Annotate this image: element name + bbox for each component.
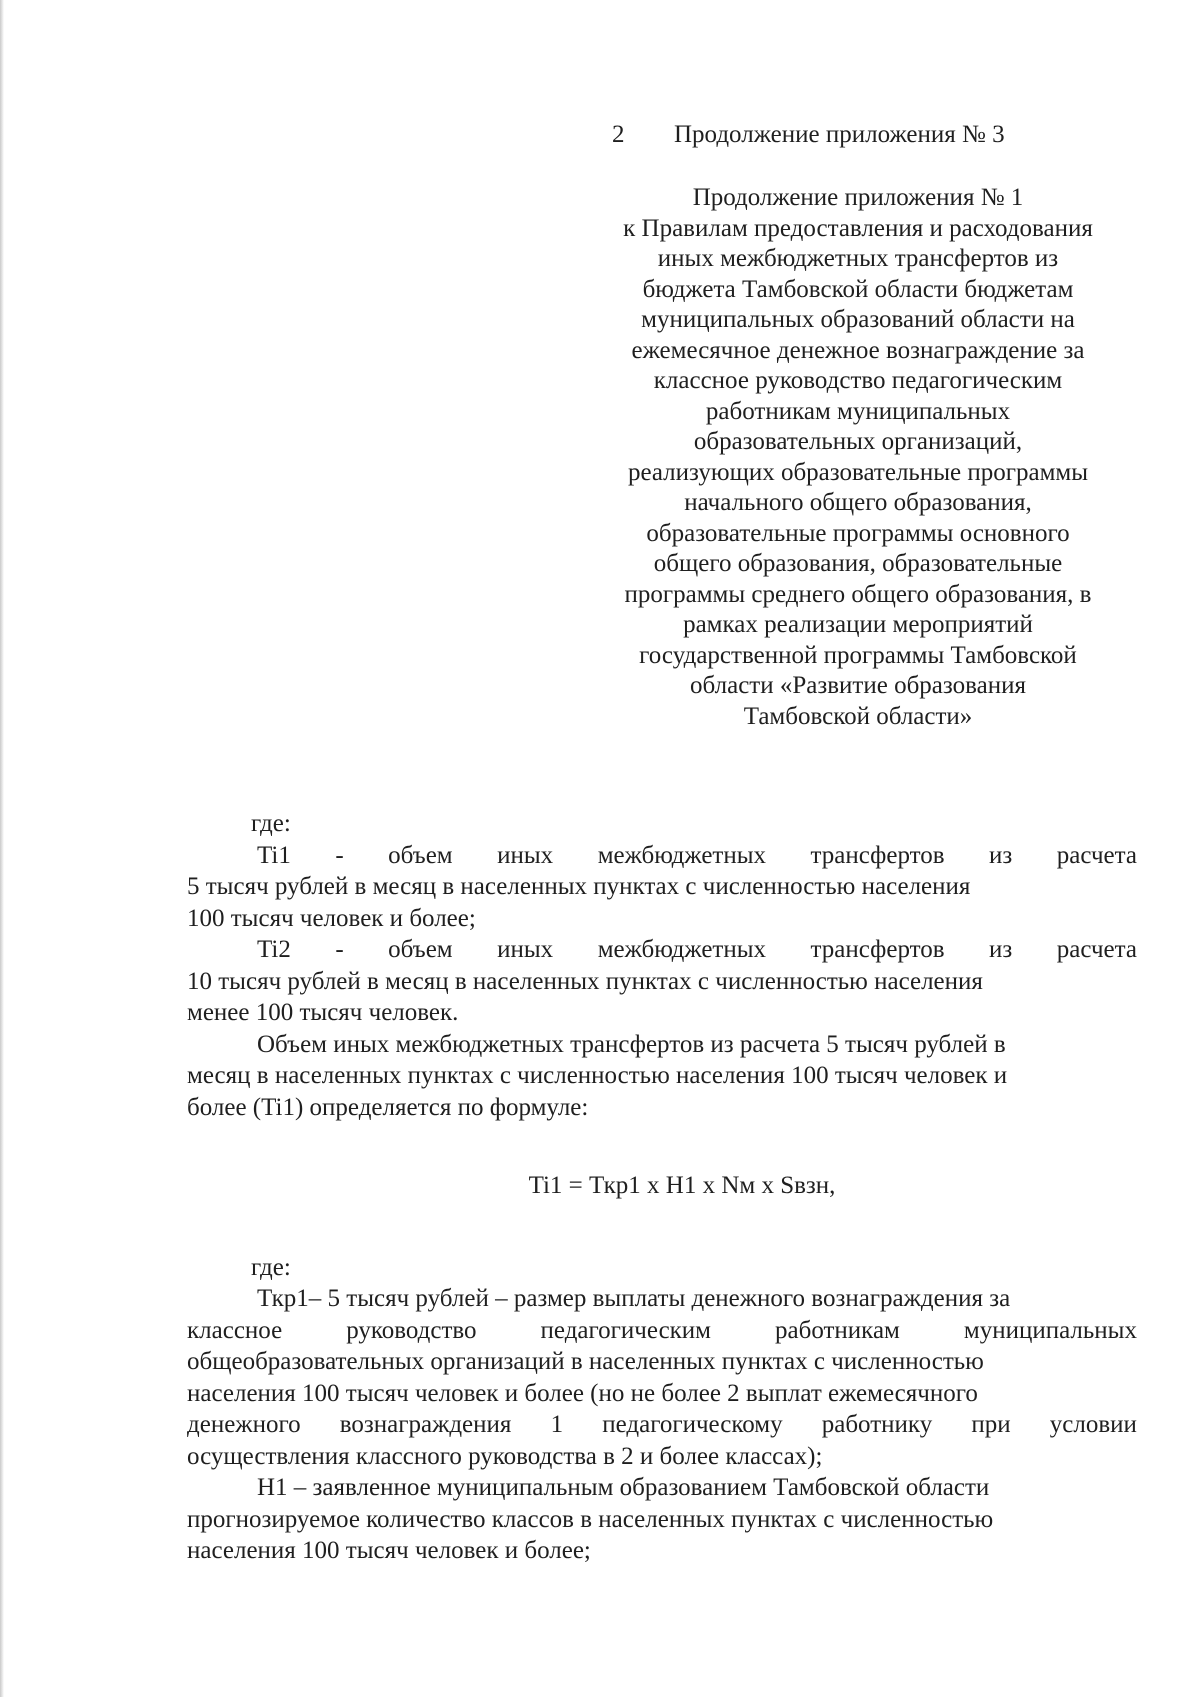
formula-intro-line-2: месяц в населенных пунктах с численностью населения 100 тысяч человек и — [187, 1062, 1008, 1089]
appendix-line: общего образования, образовательные — [653, 550, 1063, 577]
appendix-line: иных межбюджетных трансфертов из — [657, 245, 1059, 272]
word: иных — [497, 841, 554, 869]
where-label-2: где: — [251, 1253, 291, 1281]
appendix-line: области «Развитие образования — [690, 672, 1026, 699]
appendix-line: образовательных организаций, — [693, 428, 1023, 455]
word: из — [989, 841, 1013, 869]
body-text — [187, 808, 1137, 1567]
word: объем — [388, 936, 453, 963]
word: трансфертов — [810, 841, 945, 869]
ti1-definition-line-2: 5 тысяч рублей в месяц в населенных пунктах с численностью населения — [187, 873, 971, 900]
word: объем — [388, 841, 453, 869]
appendix-line: реализующих образовательные программы — [627, 458, 1089, 486]
tkr1-definition-line-2 — [187, 1315, 1137, 1347]
word: межбюджетных — [597, 936, 767, 963]
appendix-line: рамках реализации мероприятий — [683, 611, 1033, 638]
word: классное — [187, 1316, 283, 1344]
page-number: 2 — [612, 121, 625, 148]
word: 1 — [550, 1411, 564, 1438]
appendix-line: программы среднего общего образования, в — [624, 580, 1092, 608]
appendix-line: государственной программы Тамбовской — [639, 641, 1077, 669]
appendix-line: начального общего образования, — [684, 489, 1032, 516]
word: педагогическому — [602, 1411, 783, 1438]
word: муниципальных — [963, 1316, 1137, 1344]
word: работнику — [821, 1411, 933, 1438]
appendix-line: классное руководство педагогическим — [653, 367, 1063, 394]
ti2-definition-line-3: менее 100 тысяч человек. — [187, 999, 459, 1026]
word: трансфертов — [810, 936, 945, 963]
ti2-definition-line — [187, 934, 1137, 966]
formula-intro-line-3: более (Ti1) определяется по формуле: — [187, 1093, 589, 1121]
tkr1-definition-line-4: населения 100 тысяч человек и более (но не более 2 выплат ежемесячного — [187, 1379, 978, 1407]
page-header — [612, 119, 1005, 151]
word: руководство — [346, 1316, 477, 1344]
appendix-line: ежемесячное денежное вознаграждение за — [631, 336, 1085, 364]
word: иных — [497, 936, 554, 963]
appendix-line: Тамбовской области» — [743, 702, 973, 730]
n1-definition-line-1: Н1 – заявленное муниципальным образованием Тамбовской области — [257, 1474, 990, 1501]
word: Ti1 — [257, 841, 291, 869]
tkr1-definition-line-1: Ткр1– 5 тысяч рублей – размер выплаты денежного вознаграждения за — [257, 1285, 1011, 1312]
appendix-continuation-title: Продолжение приложения № 3 — [674, 121, 1005, 148]
word: расчета — [1056, 841, 1137, 869]
scan-edge-shadow — [0, 0, 4, 1697]
appendix-reference-block — [578, 183, 1138, 732]
word: работникам — [775, 1316, 900, 1344]
word: - — [335, 936, 344, 963]
word: условии — [1049, 1411, 1137, 1438]
word: денежного — [187, 1411, 301, 1438]
ti2-definition-line-2: 10 тысяч рублей в месяц в населенных пунктах с численностью населения — [187, 967, 983, 995]
appendix-line: к Правилам предоставления и расходования — [623, 214, 1093, 242]
tkr1-definition-line-6: осуществления классного руководства в 2 и более классах); — [187, 1442, 823, 1470]
appendix-line: бюджета Тамбовской области бюджетам — [642, 275, 1074, 303]
word: при — [971, 1411, 1011, 1438]
n1-definition-line-2: прогнозируемое количество классов в населенных пунктах с численностью — [187, 1505, 994, 1533]
word: вознаграждения — [339, 1411, 512, 1438]
appendix-line: муниципальных образований области на — [641, 306, 1075, 333]
appendix-line: Продолжение приложения № 1 — [692, 184, 1024, 211]
word: Ti2 — [257, 936, 291, 963]
word: педагогическим — [540, 1316, 712, 1344]
tkr1-definition-line-5 — [187, 1409, 1137, 1441]
ti1-definition-line-3: 100 тысяч человек и более; — [187, 904, 476, 932]
word: - — [335, 841, 344, 869]
ti1-definition-line — [187, 840, 1137, 872]
appendix-line: работникам муниципальных — [705, 397, 1011, 425]
n1-definition-line-3: населения 100 тысяч человек и более; — [187, 1537, 591, 1564]
formula: Ti1 = Ткр1 х Н1 х Nм х Sвзн, — [528, 1172, 836, 1199]
tkr1-definition-line-3: общеобразовательных организаций в населенных пунктах с численностью — [187, 1348, 984, 1375]
word: расчета — [1056, 936, 1137, 963]
where-label: где: — [251, 810, 291, 837]
word: из — [989, 936, 1013, 963]
formula-intro-line-1: Объем иных межбюджетных трансфертов из расчета 5 тысяч рублей в — [257, 1030, 1006, 1058]
word: межбюджетных — [597, 841, 767, 869]
appendix-line: образовательные программы основного — [646, 519, 1070, 547]
